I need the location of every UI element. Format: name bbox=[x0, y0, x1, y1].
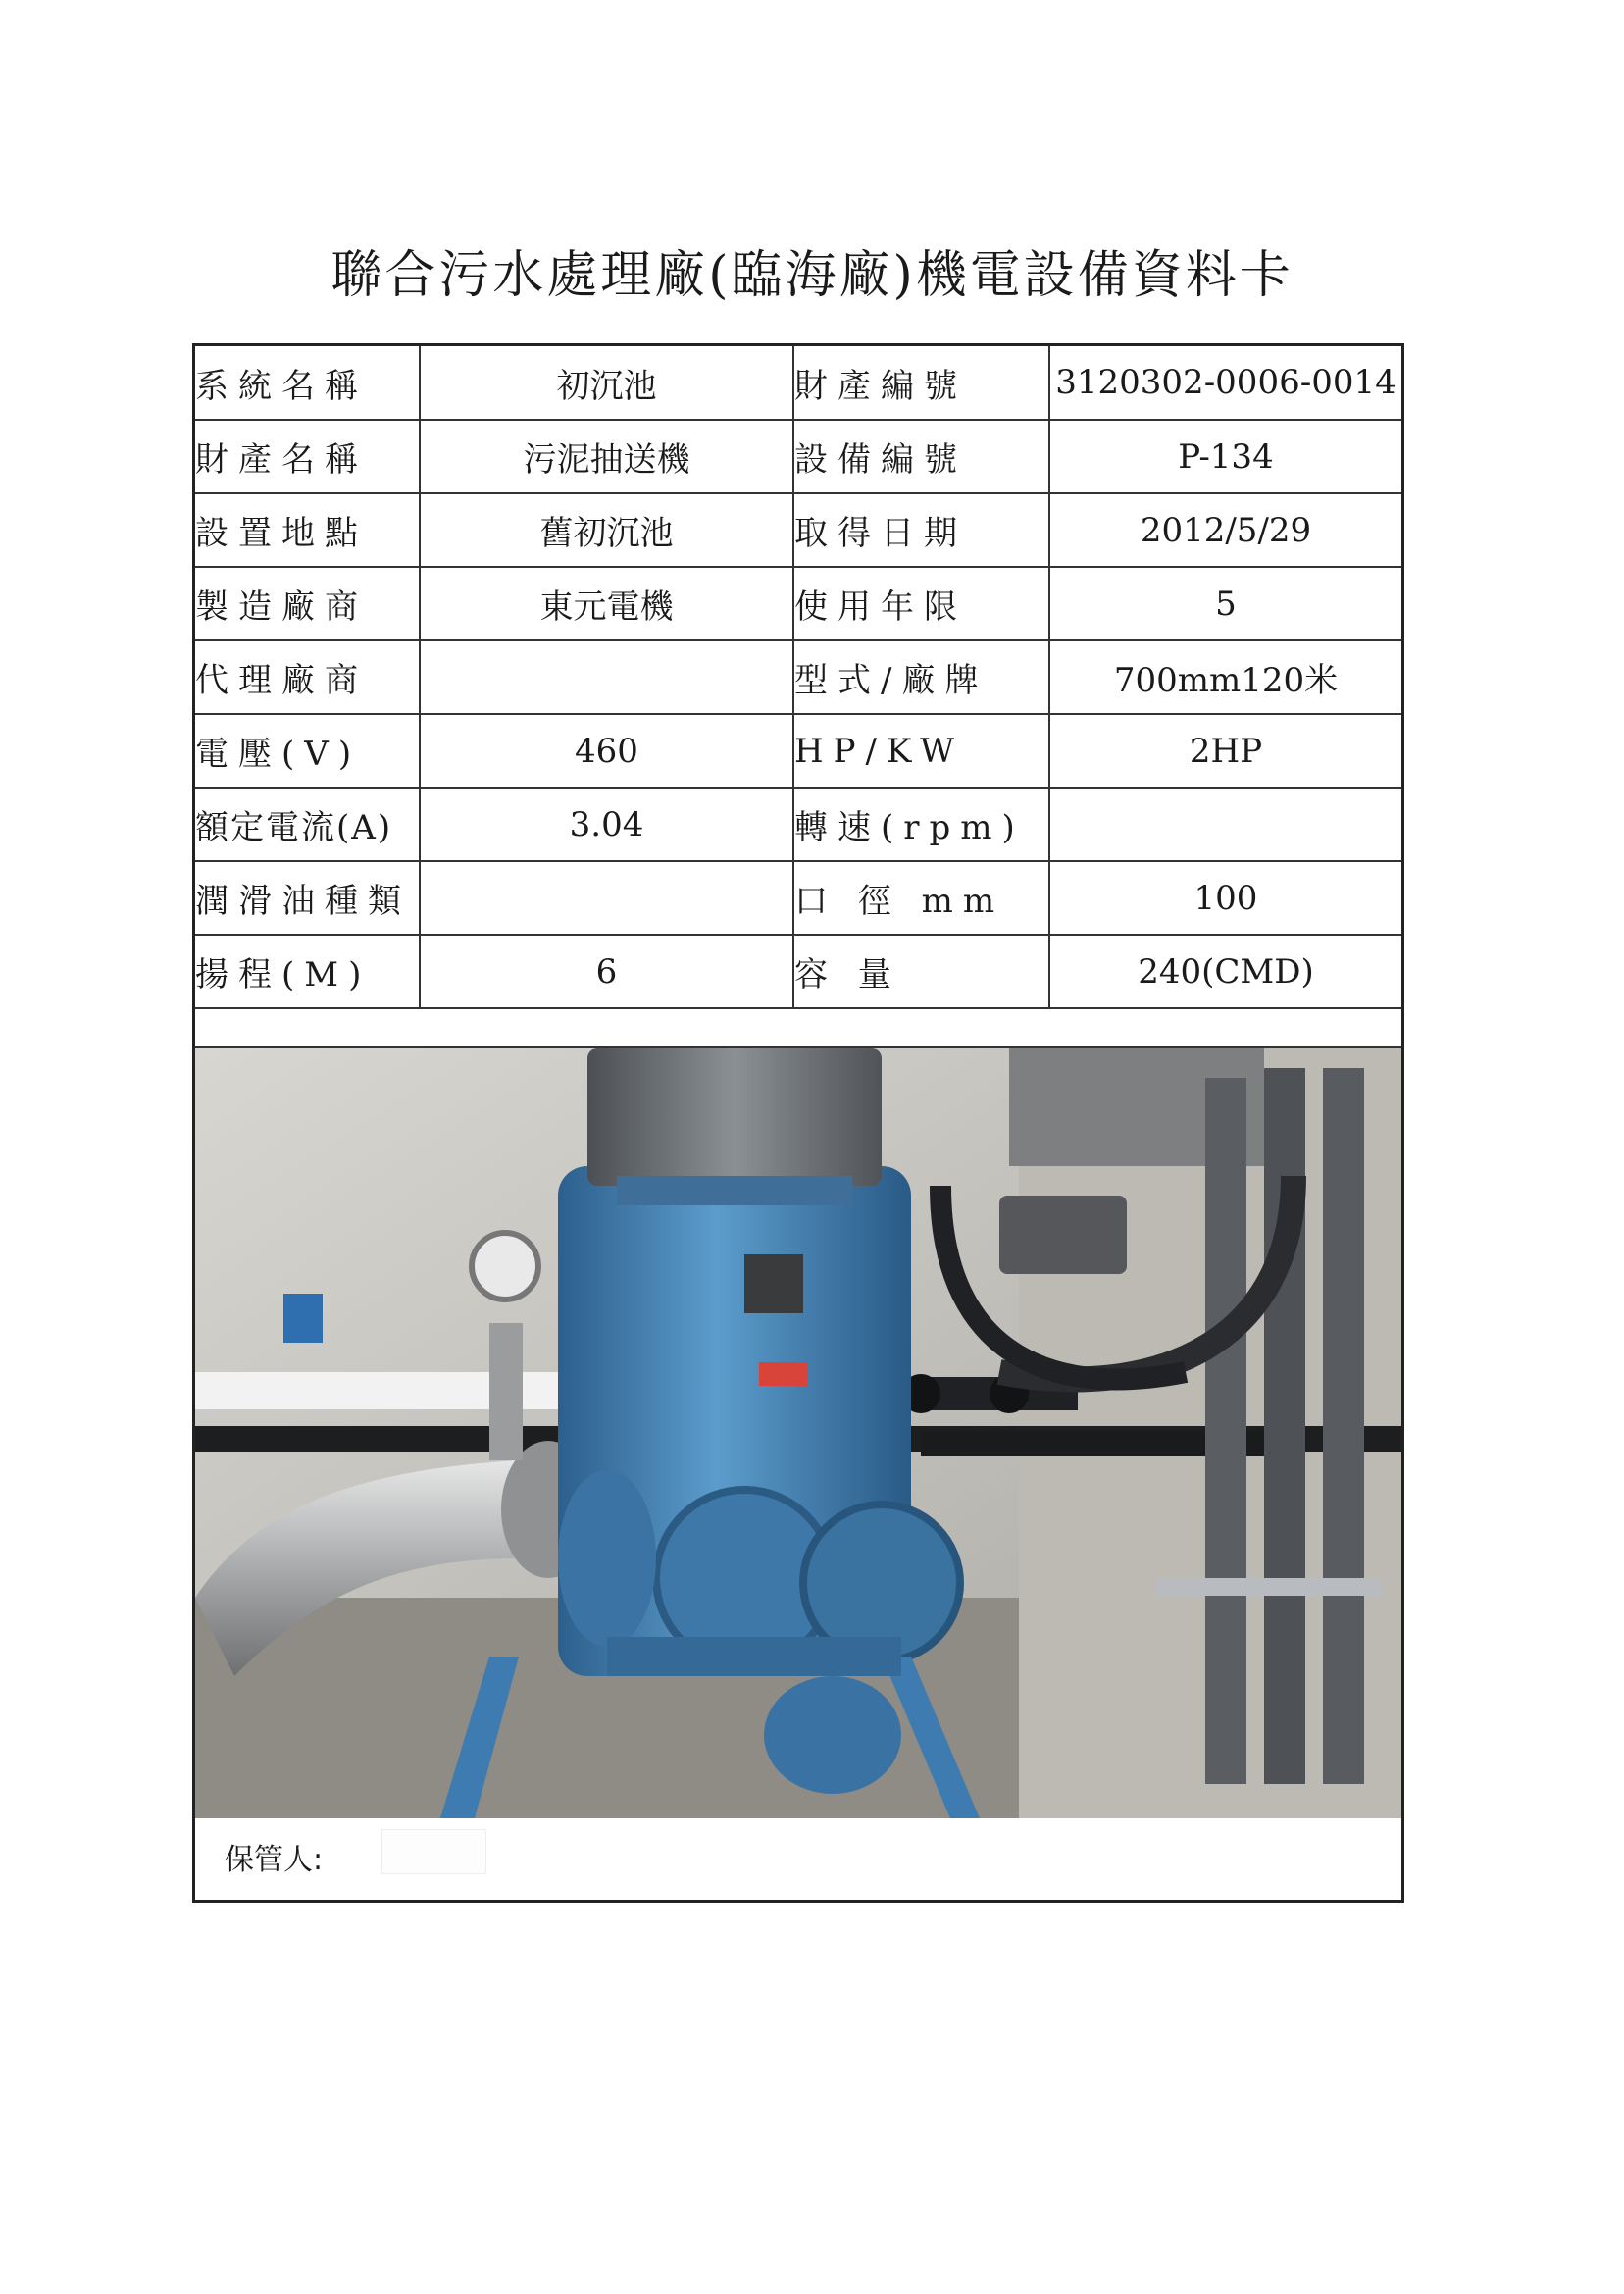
info-row bbox=[195, 640, 1401, 714]
keeper-label: 保管人: bbox=[225, 1843, 324, 1877]
field-value bbox=[420, 640, 793, 714]
field-value: 240(CMD) bbox=[1049, 935, 1401, 1008]
field-label: 代理廠商 bbox=[195, 640, 420, 714]
field-label: 取得日期 bbox=[793, 493, 1049, 567]
field-label: 額定電流(A) bbox=[195, 788, 420, 861]
field-label: 使用年限 bbox=[793, 567, 1049, 640]
field-value: 3120302-0006-0014 bbox=[1049, 346, 1401, 420]
info-row bbox=[195, 346, 1401, 420]
field-value: 舊初沉池 bbox=[420, 493, 793, 567]
field-value: 6 bbox=[420, 935, 793, 1008]
info-row bbox=[195, 567, 1401, 640]
field-label: 設置地點 bbox=[195, 493, 420, 567]
field-label: 財產名稱 bbox=[195, 420, 420, 493]
field-value: 700mm120米 bbox=[1049, 640, 1401, 714]
pump-photo-illustration bbox=[195, 1048, 1401, 1818]
info-row bbox=[195, 788, 1401, 861]
field-label: 財產編號 bbox=[793, 346, 1049, 420]
info-row bbox=[195, 935, 1401, 1008]
equipment-photo bbox=[195, 1046, 1401, 1818]
equipment-card bbox=[192, 343, 1404, 1903]
field-label: 容 量 bbox=[793, 935, 1049, 1008]
field-value bbox=[420, 861, 793, 935]
info-row bbox=[195, 714, 1401, 788]
info-row bbox=[195, 420, 1401, 493]
field-value: 污泥抽送機 bbox=[420, 420, 793, 493]
info-row bbox=[195, 861, 1401, 935]
field-value: 2012/5/29 bbox=[1049, 493, 1401, 567]
field-value: 3.04 bbox=[420, 788, 793, 861]
field-value: 100 bbox=[1049, 861, 1401, 935]
page-title: 聯合污水處理廠(臨海廠)機電設備資料卡 bbox=[330, 246, 1294, 305]
field-label: 設備編號 bbox=[793, 420, 1049, 493]
field-label: 製造廠商 bbox=[195, 567, 420, 640]
field-value: 460 bbox=[420, 714, 793, 788]
field-label: 電壓(V) bbox=[195, 714, 420, 788]
field-value: P-134 bbox=[1049, 420, 1401, 493]
field-value: 5 bbox=[1049, 567, 1401, 640]
field-value: 初沉池 bbox=[420, 346, 793, 420]
field-label: 轉速(rpm) bbox=[793, 788, 1049, 861]
field-value bbox=[1049, 788, 1401, 861]
field-label: 口 徑 mm bbox=[793, 861, 1049, 935]
equipment-info-table bbox=[195, 346, 1401, 1009]
keeper-signature-field[interactable] bbox=[381, 1829, 486, 1874]
field-label: 潤滑油種類 bbox=[195, 861, 420, 935]
field-value: 東元電機 bbox=[420, 567, 793, 640]
field-value: 2HP bbox=[1049, 714, 1401, 788]
info-row bbox=[195, 493, 1401, 567]
field-label: HP/KW bbox=[793, 714, 1049, 788]
field-label: 揚程(M) bbox=[195, 935, 420, 1008]
field-label: 系統名稱 bbox=[195, 346, 420, 420]
field-label: 型式/廠牌 bbox=[793, 640, 1049, 714]
